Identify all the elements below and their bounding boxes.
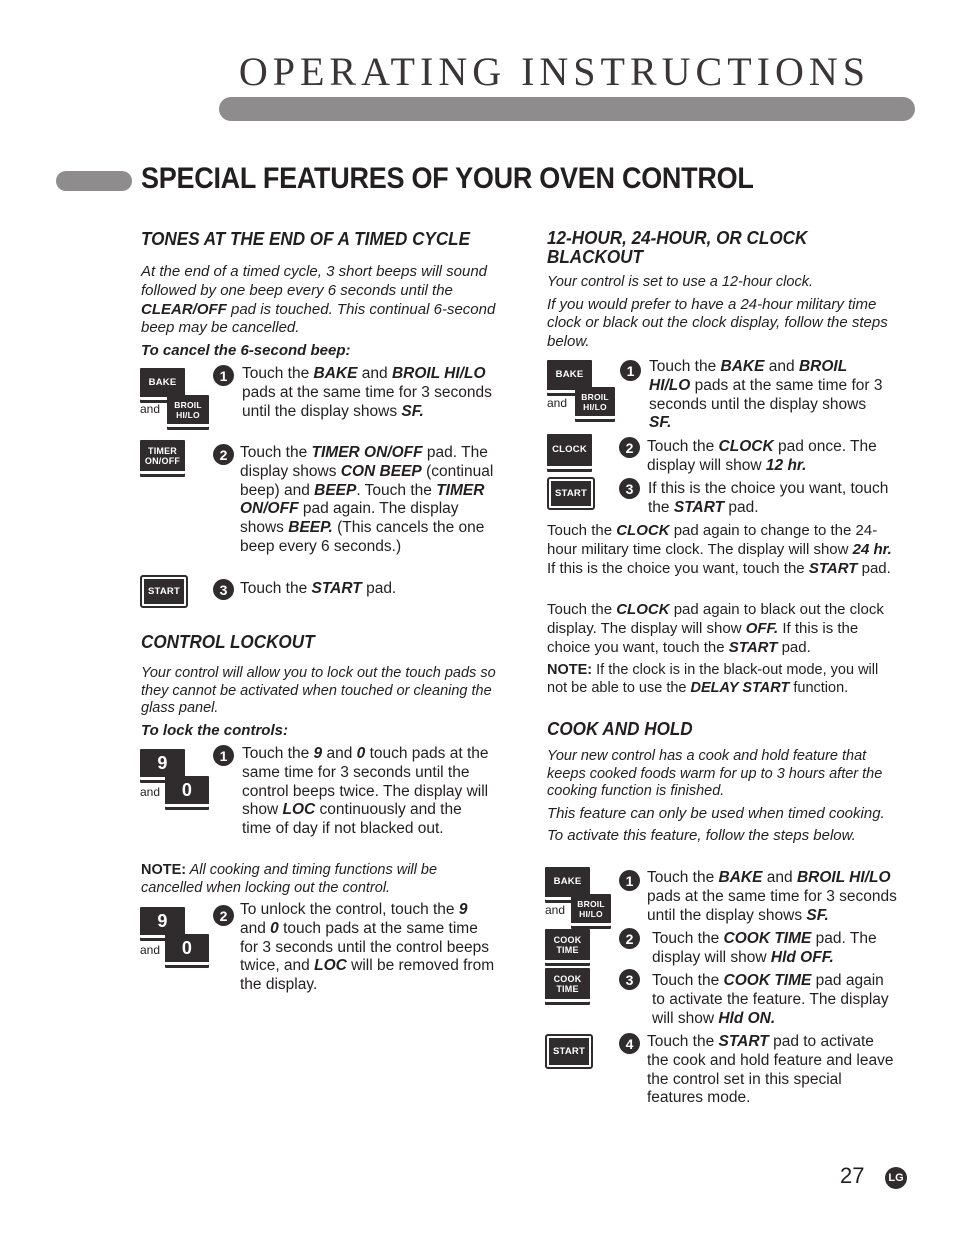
lockout-subheading: To lock the controls: [141, 721, 288, 739]
cook-hold-intro-2: This feature can only be used when timed cooking. [547, 804, 885, 822]
cook-time-pad: COOK TIME [545, 929, 590, 963]
header-bar [219, 97, 915, 121]
step-1-badge: 1 [213, 365, 234, 386]
page-number: 27 [840, 1163, 865, 1188]
broil-hi-lo-pad: BROIL HI/LO [571, 894, 611, 926]
step-2-badge: 2 [619, 928, 640, 949]
tones-intro: At the end of a timed cycle, 3 short beeps will sound followed by one beep every 6 seconds until the CLEAR/OFF pad is touched. This continual 6-second beep may be cancelled. [141, 263, 496, 337]
section-title: SPECIAL FEATURES OF YOUR OVEN CONTROL [141, 162, 754, 195]
cook-hold-section [547, 720, 902, 846]
cook-hold-heading: COOK AND HOLD [547, 719, 693, 739]
clock-pad: CLOCK [547, 434, 592, 469]
cook-hold-intro-3: To activate this feature, follow the steps below. [547, 827, 856, 845]
cook-time-pad: COOK TIME [545, 968, 590, 1002]
lockout-section [141, 633, 496, 739]
start-pad: START [549, 479, 593, 508]
cook-hold-step-4: Touch the START pad to activate the cook and hold feature and leave the control set in this special features mode. [647, 1033, 894, 1107]
step-2-badge: 2 [213, 905, 234, 926]
bake-pad: BAKE [547, 360, 592, 393]
timer-on-off-pad: TIMER ON/OFF [140, 440, 185, 474]
lockout-note: NOTE: All cooking and timing functions will be cancelled when locking out the control. [141, 862, 438, 896]
broil-hi-lo-pad: BROIL HI/LO [167, 395, 209, 427]
step-1-badge: 1 [213, 745, 234, 766]
tones-subheading: To cancel the 6-second beep: [141, 342, 351, 360]
tones-section [141, 230, 496, 359]
tones-heading: TONES AT THE END OF A TIMED CYCLE [141, 229, 471, 249]
cook-hold-step-2: Touch the COOK TIME pad. The display will show Hld OFF. [652, 930, 877, 966]
clock-step-2: Touch the CLOCK pad once. The display will show 12 hr. [647, 438, 877, 474]
start-pad: START [142, 577, 186, 606]
step-1-badge: 1 [620, 360, 641, 381]
bake-pad: BAKE [140, 368, 185, 400]
clock-paragraph-24hr: Touch the CLOCK pad again to change to the 24-hour military time clock. The display will show 24 hr. If this is the choice you want, touch the START pad. [547, 522, 892, 577]
bake-pad: BAKE [545, 867, 590, 900]
nine-pad: 9 [140, 907, 185, 938]
clock-step-1: Touch the BAKE and BROIL HI/LO pads at the same time for 3 seconds until the display shows SF. [649, 358, 883, 432]
lockout-step-2: To unlock the control, touch the 9 and 0 touch pads at the same time for 3 seconds until the control beeps twice, and LOC will be removed from the display. [240, 901, 495, 994]
cook-hold-step-3: Touch the COOK TIME pad again to activate the feature. The display will show Hld ON. [652, 972, 889, 1027]
step-3-badge: 3 [619, 478, 640, 499]
clock-paragraph-blackout: Touch the CLOCK pad again to black out the clock display. The display will show OFF. If this is the choice you want, touch the START pad. [547, 601, 884, 656]
and-label: and [545, 903, 566, 917]
step-1-badge: 1 [619, 870, 640, 891]
zero-pad: 0 [165, 776, 209, 807]
tones-step-2: Touch the TIMER ON/OFF pad. The display shows CON BEEP (continual beep) and BEEP. Touch the TIMER ON/OFF pad again. The display shows BEEP. (This cancels the one beep every 6 seconds.) [240, 444, 494, 555]
section-marker [56, 171, 132, 191]
tones-step-3: Touch the START pad. [240, 580, 397, 597]
step-2-badge: 2 [619, 437, 640, 458]
and-label: and [140, 402, 161, 416]
step-3-badge: 3 [619, 969, 640, 990]
clock-intro-2: If you would prefer to have a 24-hour military time clock or black out the clock display, follow the steps below. [547, 295, 888, 351]
clock-step-3: If this is the choice you want, touch the START pad. [648, 480, 889, 516]
clock-note: NOTE: If the clock is in the black-out mode, you will not be able to use the DELAY START function. [547, 662, 879, 696]
clock-heading: 12-HOUR, 24-HOUR, OR CLOCK BLACKOUT [547, 228, 808, 267]
lockout-intro: Your control will allow you to lock out the touch pads so they cannot be activated when touched or cleaning the glass panel. [141, 665, 496, 716]
page-header-title: OPERATING INSTRUCTIONS [238, 49, 870, 94]
step-3-badge: 3 [213, 579, 234, 600]
lg-logo: LG [885, 1167, 907, 1189]
and-label: and [140, 785, 161, 799]
cook-hold-step-1: Touch the BAKE and BROIL HI/LO pads at the same time for 3 seconds until the display shows SF. [647, 869, 897, 924]
broil-hi-lo-pad: BROIL HI/LO [575, 387, 615, 419]
clock-section [547, 229, 902, 352]
tones-step-1: Touch the BAKE and BROIL HI/LO pads at the same time for 3 seconds until the display shows SF. [242, 365, 492, 420]
and-label: and [140, 943, 161, 957]
clock-intro-1: Your control is set to use a 12-hour clock. [547, 274, 813, 290]
cook-hold-intro-1: Your new control has a cook and hold feature that keeps cooked foods warm for up to 3 hours after the cooking function is finished. [547, 748, 883, 799]
step-4-badge: 4 [619, 1033, 640, 1054]
nine-pad: 9 [140, 749, 185, 780]
lockout-heading: CONTROL LOCKOUT [141, 632, 315, 652]
lockout-step-1: Touch the 9 and 0 touch pads at the same time for 3 seconds until the control beeps twice. The display will show LOC continuously and the time of day if not blacked out. [242, 745, 489, 838]
step-2-badge: 2 [213, 444, 234, 465]
and-label: and [547, 396, 568, 410]
start-pad: START [547, 1036, 591, 1067]
zero-pad: 0 [165, 934, 209, 965]
